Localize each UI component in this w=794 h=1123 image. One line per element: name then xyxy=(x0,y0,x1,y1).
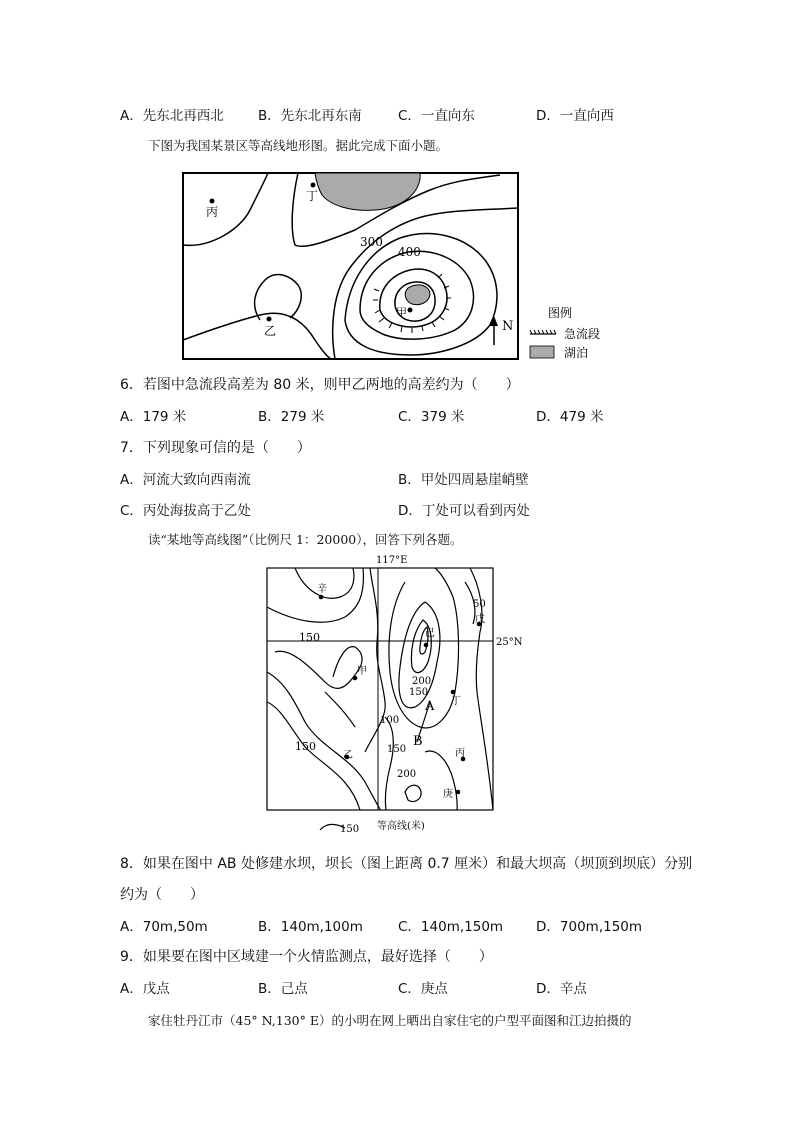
q6-option-b: B．279 米 xyxy=(258,409,325,425)
label-A: A xyxy=(425,699,435,714)
q7-option-a: A．河流大致向西南流 xyxy=(120,472,251,488)
q5-option-a: A．先东北再西北 xyxy=(120,108,224,124)
q7-option-c: C．丙处海拔高于乙处 xyxy=(120,503,251,519)
label-bing2: 丙 xyxy=(455,748,465,759)
label-bing: 丙 xyxy=(206,205,219,219)
label-jia: 甲 xyxy=(396,306,407,319)
intro-map1: 下图为我国某景区等高线地形图。据此完成下面小题。 xyxy=(148,138,449,153)
legend-lake: 湖泊 xyxy=(564,346,589,360)
label-ding2: 丁 xyxy=(451,696,461,707)
contour-200-a: 200 xyxy=(412,676,432,687)
q5-option-b: B．先东北再东南 xyxy=(258,108,362,124)
q6-option-c: C．379 米 xyxy=(398,409,465,425)
contour-150-d: 150 xyxy=(387,744,407,755)
label-B: B xyxy=(413,734,423,749)
legend-contour: 等高线(米) xyxy=(377,821,425,832)
q6-stem: 6．若图中急流段高差为 80 米，则甲乙两地的高差约为（ ） xyxy=(120,377,520,393)
label-400: 400 xyxy=(398,245,421,259)
label-300: 300 xyxy=(360,235,383,249)
intro-next-question: 家住牡丹江市（45° N,130° E）的小明在网上晒出自家住宅的户型平面图和江边拍摄的 xyxy=(148,1013,632,1028)
q7-stem: 7．下列现象可信的是（ ） xyxy=(120,440,311,456)
intro-map2: 读“某地等高线图”（比例尺 1：20000），回答下列各题。 xyxy=(148,532,463,547)
label-yi: 乙 xyxy=(264,324,277,338)
q8-option-a: A．70m,50m xyxy=(120,919,208,935)
label-ji: 己 xyxy=(425,628,435,639)
q5-option-c: C．一直向东 xyxy=(398,108,475,124)
contour-50: 50 xyxy=(473,599,486,610)
q7-option-b: B．甲处四周悬崖峭壁 xyxy=(398,472,529,488)
contour-150-a: 150 xyxy=(299,631,320,644)
contour-150-b: 150 xyxy=(295,740,316,753)
q9-option-b: B．己点 xyxy=(258,981,308,997)
label-jia2: 甲 xyxy=(357,666,367,677)
legend-rapids: 急流段 xyxy=(564,327,601,341)
q7-option-d: D．丁处可以看到丙处 xyxy=(398,503,530,519)
contour-200-b: 200 xyxy=(397,769,417,780)
q8-stem-line2: 约为（ ） xyxy=(120,887,204,903)
q6-option-a: A．179 米 xyxy=(120,409,187,425)
q9-stem: 9．如果要在图中区域建一个火情监测点，最好选择（ ） xyxy=(120,949,493,965)
label-geng: 庚 xyxy=(443,789,453,800)
q6-option-d: D．479 米 xyxy=(536,409,604,425)
legend-title: 图例 xyxy=(548,306,573,320)
q9-option-a: A．戊点 xyxy=(120,981,170,997)
label-ding: 丁 xyxy=(306,189,319,203)
contour-100: 100 xyxy=(380,715,400,726)
q9-option-d: D．辛点 xyxy=(536,981,587,997)
label-117e: 117°E xyxy=(376,555,408,566)
q8-option-c: C．140m,150m xyxy=(398,919,504,935)
label-xin: 辛 xyxy=(317,584,327,595)
label-yi2: 乙 xyxy=(343,750,353,761)
q9-option-c: C．庚点 xyxy=(398,981,448,997)
contour-map-1 xyxy=(180,170,620,365)
legend-150: 150 xyxy=(340,824,360,835)
contour-map-2 xyxy=(265,552,535,837)
contour-150-c: 150 xyxy=(409,687,429,698)
label-wu: 戊 xyxy=(475,614,485,625)
q8-option-b: B．140m,100m xyxy=(258,919,363,935)
q8-stem-line1: 8．如果在图中 AB 处修建水坝，坝长（图上距离 0.7 厘米）和最大坝高（坝顶到坝底）分别 xyxy=(120,856,693,872)
q8-option-d: D．700m,150m xyxy=(536,919,643,935)
north-label: N xyxy=(502,319,514,334)
q5-option-d: D．一直向西 xyxy=(536,108,614,124)
label-25n: 25°N xyxy=(496,637,523,648)
